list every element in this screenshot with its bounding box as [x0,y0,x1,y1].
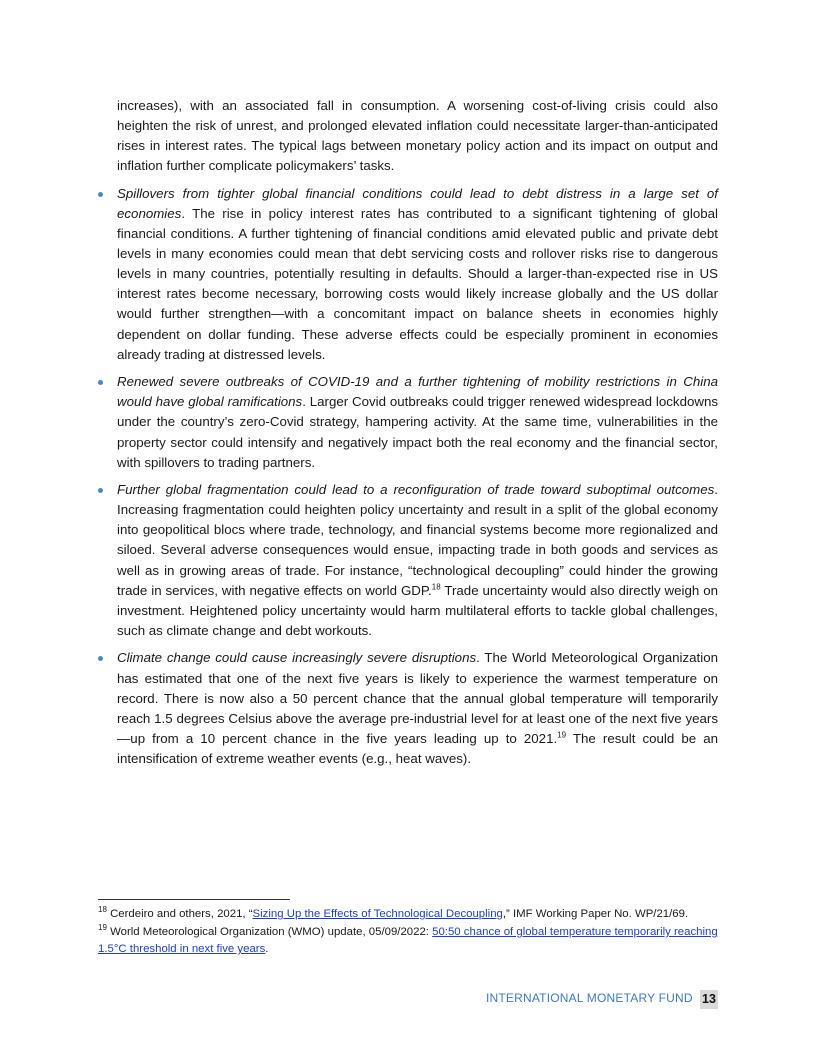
footnote-number: 18 [98,905,107,915]
bullet-climate-change [117,648,718,769]
footnote-text-end: ,” IMF Working Paper No. WP/21/69. [502,908,689,920]
footer-organization: INTERNATIONAL MONETARY FUND [486,991,693,1005]
bullet-body: . The World Meteorological Organization has estimated that one of the next five years is likely to experience the warmest temperature on record. There is now also a 50 percent chance that the annual global temperature will temporarily reach 1.5 degrees Celsius above the average pre-industrial level for at least one of the next five years—up from a 10 percent chance in the five years leading up to 2021. [117,650,718,746]
page-number: 13 [700,990,718,1009]
footnote-link-wmo-update[interactable]: 50:50 chance of global temperature temporarily reaching 1.5°C threshold in next five years [98,926,718,955]
bullet-lead: Climate change could cause increasingly severe disruptions [117,650,477,666]
bullet-body: . Larger Covid outbreaks could trigger renewed widespread lockdowns under the country’s zero-Covid strategy, hampering activity. At the same time, vulnerabilities in the property sector could intensify and negatively impact both the real economy and the financial sector, with spillovers to trading partners. [117,394,718,470]
bullet-body: . Increasing fragmentation could heighten policy uncertainty and result in a split of the global economy into geopolitical blocs where trade, technology, and financial systems become more regionalized and siloed. Several adverse consequences would ensue, impacting trade in both goods and services as well as in growing areas of trade. For instance, “technological decoupling” could hinder the growing trade in services, with negative effects on world GDP. [117,482,718,598]
footnote-ref-18[interactable]: 18 [431,582,441,592]
risk-bullet-list [117,184,718,769]
footnote-number: 19 [98,923,107,933]
footnote-18 [98,906,718,923]
intro-paragraph: increases), with an associated fall in consumption. A worsening cost-of-living crisis could also heighten the risk of unrest, and prolonged elevated inflation could necessitate larger-than-anticipated rises in interest rates. The typical lags between monetary policy action and its impact on output and inflation further complicate policymakers’ tasks. [117,98,718,174]
bullet-body-continued: Trade uncertainty would also directly weigh on investment. Heightened policy uncertainty would harm multilateral efforts to tackle global challenges, such as climate change and debt workouts. [117,582,718,638]
footnote-19 [98,924,718,958]
bullet-lead: Spillovers from tighter global financial conditions could lead to debt distress in a large set of economies [117,185,718,221]
footnotes [98,906,718,959]
bullet-fragmentation [117,480,718,641]
footnote-text-end: . [265,943,269,955]
bullet-body: . The rise in policy interest rates has contributed to a significant tightening of global financial conditions. A further tightening of financial conditions amid elevated public and private debt levels in many economies could mean that debt servicing costs and rollover risks rise to dangerous levels in many countries, potentially resulting in defaults. Should a larger-than-expected rise in US interest rates become necessary, borrowing costs would likely increase globally and the US dollar would further strengthen—with a concomitant impact on balance sheets in economies highly dependent on dollar funding. These adverse effects could be especially prominent in economies already trading at distressed levels. [117,205,718,362]
main-body [117,96,718,769]
footnote-text: Cerdeiro and others, 2021, “ [106,908,253,920]
bullet-body-continued: The result could be an intensification of extreme weather events (e.g., heat waves). [117,730,718,766]
bullet-covid-china [117,372,718,472]
bullet-lead: Further global fragmentation could lead to a reconfiguration of trade toward suboptimal outcomes [117,482,715,498]
bullet-financial-conditions [117,184,718,365]
footnote-separator [98,899,290,900]
footnote-link-technological-decoupling[interactable]: Sizing Up the Effects of Technological Decoupling [252,908,503,920]
footnote-ref-19[interactable]: 19 [557,730,567,740]
footnote-text: World Meteorological Organization (WMO) update, 05/09/2022: [106,926,433,938]
bullet-lead: Renewed severe outbreaks of COVID-19 and a further tightening of mobility restrictions in China would have global ramifications [117,374,718,410]
